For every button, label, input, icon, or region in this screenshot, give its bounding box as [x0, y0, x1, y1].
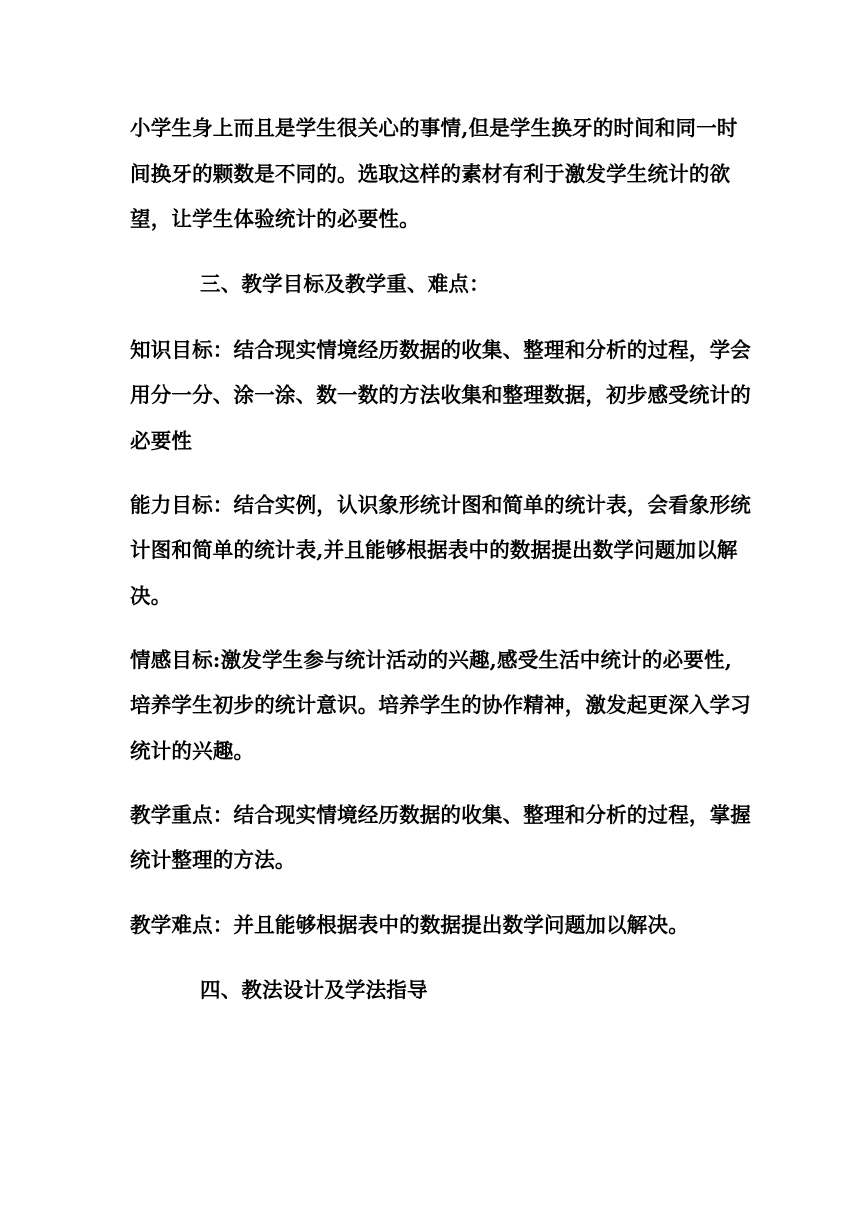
paragraph-line: 间换牙的颗数是不同的。选取这样的素材有利于激发学生统计的欲 — [130, 162, 731, 186]
paragraph-line: 能力目标：结合实例，认识象形统计图和简单的统计表，会看象形统 — [130, 493, 751, 517]
paragraph-line: 教学重点：结合现实情境经历数据的收集、整理和分析的过程，掌握 — [130, 803, 751, 827]
paragraph-line: 培养学生初步的统计意识。培养学生的协作精神，激发起更深入学习 — [130, 693, 751, 717]
paragraph-line: 统计整理的方法。 — [130, 848, 296, 872]
paragraph-line: 教学难点：并且能够根据表中的数据提出数学问题加以解决。 — [130, 913, 689, 937]
section-heading: 四、教法设计及学法指导 — [200, 978, 428, 1002]
paragraph-line: 决。 — [130, 584, 172, 608]
paragraph-line: 必要性 — [130, 429, 193, 453]
paragraph-line: 情感目标:激发学生参与统计活动的兴趣,感受生活中统计的必要性, — [130, 648, 733, 672]
section-heading: 三、教学目标及教学重、难点： — [200, 272, 490, 296]
paragraph-line: 望，让学生体验统计的必要性。 — [130, 207, 420, 231]
paragraph-line: 小学生身上而且是学生很关心的事情,但是学生换牙的时间和同一时 — [130, 116, 738, 140]
paragraph-line: 计图和简单的统计表,并且能够根据表中的数据提出数学问题加以解 — [130, 538, 738, 562]
paragraph-line: 统计的兴趣。 — [130, 739, 255, 763]
paragraph-line: 知识目标：结合现实情境经历数据的收集、整理和分析的过程，学会 — [130, 338, 751, 362]
paragraph-line: 用分一分、涂一涂、数一数的方法收集和整理数据，初步感受统计的 — [130, 383, 751, 407]
